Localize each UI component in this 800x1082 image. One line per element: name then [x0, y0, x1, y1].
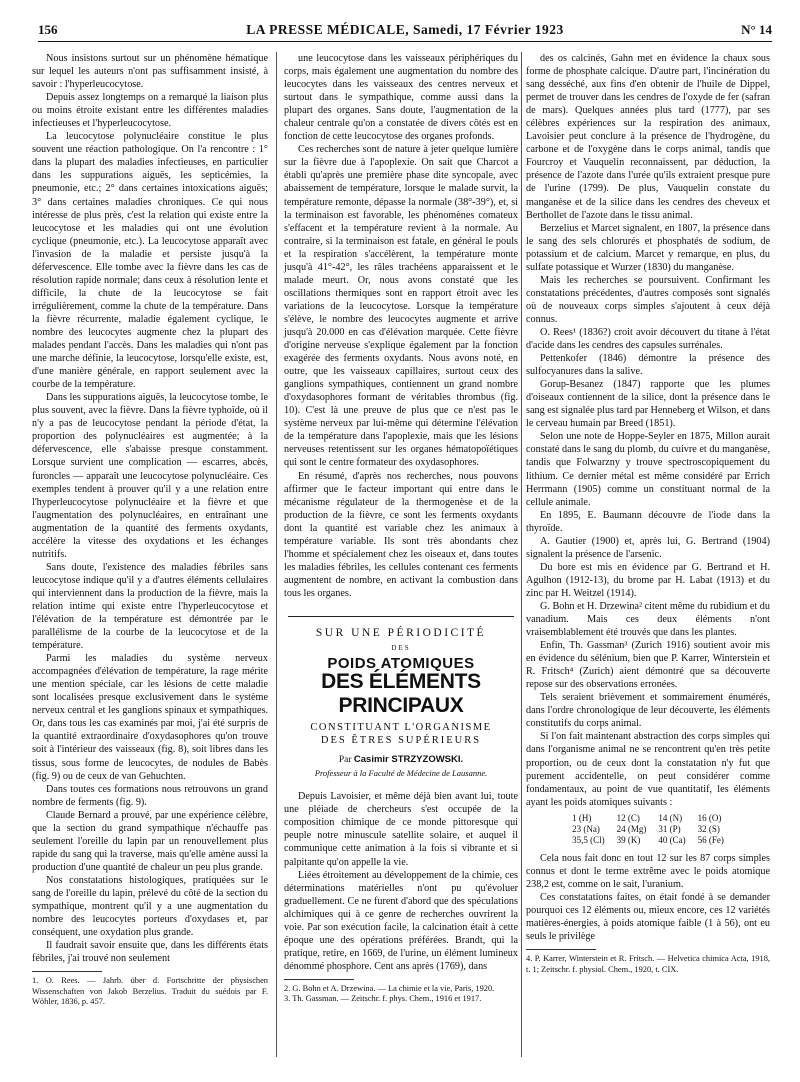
paragraph: Nous insistons surtout sur un phénomène hématique sur lequel les auteurs n'ont pas suffisamment insisté, à savoir : l'hyperleucocytose. [32, 53, 268, 91]
table-row [566, 835, 730, 846]
column-divider-2 [521, 52, 522, 1057]
footnote: 2. G. Bohn et A. Drzewina. — La chimie et la vie, Paris, 1920. [284, 983, 495, 993]
heading-line-poids: POIDS ATOMIQUES [327, 655, 475, 673]
table-cell: 56 (Fe) [697, 834, 724, 845]
footnote: 1. O. Rees. — Jahrb. über d. Fortschritte der physischen Wissenschaften von Jakob Berzelius. Traduit du suédois par F. Wöhler, 1836, p. 457. [32, 976, 268, 1007]
paragraph: Tels seraient brièvement et sommairement énumérés, dans l'ordre chronologique de leur découverte, les éléments constitutifs du corps animal. [526, 692, 770, 730]
table-row [566, 813, 730, 824]
heading-rule [288, 616, 514, 617]
paragraph: Ces recherches sont de nature à jeter quelque lumière sur la fièvre due à l'apoplexie. On sait que Charcot a établi qu'après une première phase dite syncopale, avec abaissement de température, lorsque le malade survit, la température remonte, dépasse la normale (38°-39°), et, si la terminaison est favorable, les phénomènes comateux s'effacent et la température revient à la normale. Au contraire, si la terminaison est fatale, en général le pouls et la respiration s'accélèrent, la température monte jusqu'à 41°-42°, les râles trachéens apparaissent et le malade meurt. Or, nous avons constaté que les oscillations thermiques sont en rapport étroit avec les variations de la leucocytose. Lorsque la température s'élève, le nombre des leucocytes augmente et arrive jusqu'à 20.000 en cas d'élévation marquée. Cette fièvre d'origine nerveuse s'explique également par la fonction exagérée des ferments oxydants. Nous avons noté, en outre, que les vaisseaux capillaires, surtout ceux des ganglions sympathiques, contiennent un grand nombre d'oxydasophores formant de véritables thrombus (fig. 10). C'est là une preuve de plus que ce n'est pas le système nerveux par lui-même qui détermine l'élévation de la température dans l'apoplexie, mais que les lésions nerveuses retentissent sur les organes hématopoïétiques qui sont le centre formateur des oxydasophores. [284, 144, 518, 469]
paragraph: A. Gautier (1900) et, après lui, G. Bertrand (1904) signalent la présence de l'arsenic. [526, 535, 770, 560]
footnote-rule [32, 971, 102, 972]
heading-line-constituant: CONSTITUANT L'ORGANISME [310, 722, 492, 734]
table-cell: 23 (Na) [572, 823, 600, 834]
header-rule [38, 41, 772, 42]
table-cell: 24 (Mg) [616, 823, 647, 834]
paragraph: Pettenkofer (1846) démontre la présence des sulfocyanures dans la salive. [526, 353, 770, 378]
paragraph: O. Rees¹ (1836?) croit avoir découvert du titane à l'état d'acide dans les cendres des capsules surrénales. [526, 326, 770, 352]
paragraph: Dans toutes ces formations nous retrouvons un grand nombre de ferments (fig. 9). [32, 783, 268, 808]
atomic-weights-table [566, 813, 730, 846]
paragraph: Ces constatations faites, on était fondé à se demander pourquoi ces 12 éléments ou, mieux encore, ces 12 variétés matières-énergies, à poids atomique faible (1 à 56), ont eu seuls le privilège [526, 891, 770, 942]
paragraph: Berzelius et Marcet signalent, en 1807, la présence dans le sang des sels chlorurés et phosphatés de sodium, de potassium et de calcium. Marcet y remarque, en plus, du sulfate potassique et Wurzer (1830) du manganèse. [526, 222, 770, 273]
paragraph: Enfin, Th. Gassman³ (Zurich 1916) soutient avoir mis en évidence du sélénium, bien que P. Karrer, Winterstein et R. Fritsch⁴ (Zurich) aient démontré que sa découverte repose sur des observations erronées. [526, 640, 770, 691]
paragraph: En résumé, d'après nos recherches, nous pouvons affirmer que le facteur important qui entre dans le mécanisme régulateur de la thermogenèse et de la production de la fièvre, ce sont les ferments oxydants dont la quantité est variable chez les animaux à température variable. Ils sont très abondants chez l'homme et spécialement chez les oiseaux et, dans toutes les maladies fébriles, les cellules contenant ces ferments augmentent de nombre, en activant la combustion dans tous les organes. [284, 470, 518, 599]
footnote: 3. Th. Gassman. — Zeitschr. f. phys. Chem., 1916 et 1917. [284, 994, 482, 1004]
footnote-rule [284, 979, 354, 980]
table-cell: 14 (N) [658, 812, 683, 823]
article-heading [284, 616, 518, 780]
paragraph: Gorup-Besanez (1847) rapporte que les plumes d'oiseaux contiennent de la silice, dont la présence dans le sang est signalée plus tard par Henneberg et Wilson, et dans le cerveau humain par Breed (1851). [526, 379, 770, 430]
paragraph: Liées étroitement au développement de la chimie, ces déterminations matérielles n'ont pu qu'évoluer graduellement. Ce ne furent d'abord que des spéculations alchimiques qui à ce genre de recherches ouvrirent la voie. Par son exécution facile, la calcination était à cette époque une des opérations préférées. Brandt, qui la pratique, retire, en 1669, de l'urine, un élément lumineux dénommé phosphore. Cent ans après (1769), dans [284, 869, 518, 972]
paragraph: une leucocytose dans les vaisseaux périphériques du corps, mais également une augmentation du nombre des leucocytes dans les vaisseaux des centres nerveux et surtout dans le sympathique, comme aussi dans la plupart des organes. Sans doute, l'augmentation de la chaleur centrale qu'on a constatée de divers côtés est en fonction de cette leucocytose des organes profonds. [284, 53, 518, 143]
paragraph: Si l'on fait maintenant abstraction des corps simples qui dans l'organisme animal ne se rencontrent qu'en très petite proportion, ou de ceux dont la constatation n'y fut que purement accidentelle, on peut considérer comme fondamentaux, au point de vue quantitatif, les éléments ayant les poids atomiques suivants : [526, 731, 770, 808]
paragraph: Cela nous fait donc en tout 12 sur les 87 corps simples connus et dont le terme extrême avec le poids atomique 238,2 est, comme on le sait, l'uranium. [526, 852, 770, 890]
footnote-rule [526, 949, 596, 950]
paragraph: Nos constatations histologiques, pratiquées sur le sang de l'oreille du lapin, prélevé du côté de la section du sympathique, montrent qu'il y a une augmentation du nombre des leucocytes porteurs d'oxydases et, par conséquent, une oxydation plus grande. [32, 874, 268, 939]
article-author [284, 753, 518, 767]
column-divider-1 [276, 52, 277, 1057]
table-cell: 32 (S) [697, 823, 720, 834]
table-row [566, 824, 730, 835]
paragraph: Du bore est mis en évidence par G. Bertrand et H. Agulhon (1912-13), du brome par H. Labat (1913) et du zinc par H. Weitzel (1914). [526, 561, 770, 599]
paragraph: Il faudrait savoir ensuite que, dans les différents états fébriles, j'ai trouvé non seulement [32, 940, 268, 965]
footnote: 4. P. Karrer, Winterstein et R. Fritsch. — Helvetica chimica Acta, 1918, t. 1; Zeitschr. f. physiol. Chem., 1920, t. CIX. [526, 954, 770, 974]
paragraph: Depuis Lavoisier, et même déjà bien avant lui, toute une pléiade de chercheurs s'est occupée de la composition chimique de ce monde pittoresque qui peuple notre minuscule satellite solaire, et auquel il communique cette animation à la fois si vibrante et si palpitante qu'on appelle la vie. [284, 791, 518, 868]
paragraph: La leucocytose polynucléaire constitue le plus souvent une réaction pathologique. On l'a rencontre : 1° dans la plupart des maladies infectieuses, en particulier dans les suppurations aiguës, les septicémies, la pneumonie, etc.; 2° dans certaines intoxications aiguës; 3° dans certaines maladies chroniques. Ce qui nous intéresse de plus près, c'est la relation qui existe entre la leucocytose et les maladies qui ont une évolution cyclique (pneumonie, etc.). La leucocytose apparaît avec l'invasion de la maladie et persiste jusqu'à la défervescence. Elle tombe avec la fièvre dans les cas de résolution rapide normale; dans ceux à résolution lente et difficile, la chute de la leucocytose se fait irrégulièrement, comme la chute de la température. Dans la fièvre récurrente, maladie également cyclique, le nombre des leucocytes augmente chez la plupart des malades pendant l'accès. Dans les maladies qui n'ont pas une marche définie, la leucocytose, lorsqu'elle existe, est, d'une manière générale, en rapport seulement avec la courbe de la température. [32, 131, 268, 391]
table-cell: 16 (O) [697, 812, 722, 823]
heading-line-des: DES [391, 644, 411, 653]
paragraph: Depuis assez longtemps on a remarqué la liaison plus ou moins étroite existant entre les différentes maladies infectieuses et l'hyperleucocytose. [32, 92, 268, 130]
table-cell: 35,5 (Cl) [572, 834, 605, 845]
table-cell: 12 (C) [616, 812, 640, 823]
paragraph: G. Bohn et H. Drzewina² citent même du rubidium et du vanadium. Mais ces deux éléments n'ont vraisemblablement été trouvés que dans les plantes. [526, 600, 770, 639]
table-cell: 31 (P) [658, 823, 681, 834]
paragraph: Mais les recherches se poursuivent. Confirmant les constatations précédentes, d'autres composés sont signalés où de nouveaux corps simples s'ajoutent à ceux déjà connus. [526, 274, 770, 325]
paragraph: des os calcinés, Gahn met en évidence la chaux sous forme de phosphate calcique. D'autre part, l'incinération du sang desséché, aux fins d'en obtenir de l'huile de Dippel, permet de trouver dans les cendres de l'oxyde de fer (safran de mars). Quelques années plus tard (1777), par ses célèbres expériences sur la respiration des animaux, Lavoisier peut conclure à la présence de l'hydrogène, du carbone et de l'oxygène dans le corps animal, tandis que Fourcroy et Vauquelin reconnaissent, par déduction, la présence de l'azote dans l'urée qu'ils extraient presque pure de l'urine (1799). De plus, Vauquelin constate du manganèse et de la silice dans les cendres des cheveux et Berthollet de l'azote dans le tissu animal. [526, 53, 770, 221]
page-header [38, 22, 772, 44]
issue-number: N° 14 [741, 22, 772, 37]
column-3 [526, 52, 770, 975]
page-number: 156 [38, 22, 58, 37]
paragraph: Sans doute, l'existence des maladies fébriles sans leucocytose indique qu'il y a d'autres éléments cellulaires qui interviennent dans la production de la fièvre, mais la relation intime qui existe entre l'hyperleucocytose et l'élévation de la température est démontrée par le parallélisme de la courbe de la leucocytose et de la température. [32, 561, 268, 652]
author-prefix: Par [338, 755, 352, 766]
column-2 [284, 52, 518, 1005]
table-cell: 39 (K) [616, 834, 641, 845]
paragraph: Selon une note de Hoppe-Seyler en 1875, Millon aurait constaté dans le sang du plomb, du cuivre et du manganèse, tandis que Folwarzny y trouve spectroscopiquement du lithium. Ce dernier métal est même considéré par Errich Herrmann (1905) comme un constituant normal de la cellule animale. [526, 431, 770, 508]
heading-line-sur: SUR UNE PÉRIODICITÉ [315, 626, 487, 639]
author-affiliation: Professeur à la Faculté de Médecine de Lausanne. [314, 768, 488, 779]
paragraph: Dans les suppurations aiguës, la leucocytose tombe, le plus souvent, avec la fièvre. Dans la fièvre typhoïde, où il n'y a pas de leucocytose pendant la période d'état, la proportion des polynucléaires est augmentée; à la défervescence, elle s'abaisse presque constamment. Lorsque survient une complication — escarres, abcès, furoncles — apparaît une leucocytose polynucléaire. Ces exemples tendent à prouver qu'il y a une relation entre l'hyperleucocytose polynucléaire et la fièvre et que l'augmentation des polynucléaires, en entraînant une augmentation de la quantité des ferments oxydants, accélère la vitesse des oxydations et les échanges nutritifs. [32, 392, 268, 560]
heading-line-elements: DES ÉLÉMENTS PRINCIPAUX [321, 670, 481, 718]
heading-line-etres: DES ÊTRES SUPÉRIEURS [320, 735, 482, 747]
column-1 [32, 52, 268, 1008]
paragraph: Claude Bernard a prouvé, par une expérience célèbre, que la section du grand sympathique n'échauffe pas seulement l'oreille du lapin par un renouvellement plus rapide du sang qui la traverse, mais qu'elle amène aussi la production d'une quantité de chaleur un peu plus grande. [32, 809, 268, 873]
paragraph: Parmi les maladies du système nerveux accompagnées d'élévation de température, la rage mérite une mention spéciale, car les lésions de cette maladie sont localisées presque exclusivement dans le système nerveux central et les ganglions spinaux et sympathiques. Or, dans tous les cas examinés par moi, j'ai été surpris de la quantité extraordinaire d'oxydasophores qu'on trouve soit à l'intérieur des vaisseaux (fig. 8), soit libres dans les tissus, sous forme de leucocytes, de nodules de Babès (fig. 9) ou de ceux de van Gehuchten. [32, 653, 268, 782]
journal-title: LA PRESSE MÉDICALE, Samedi, 17 Février 1923 [246, 22, 564, 37]
table-cell: 1 (H) [572, 812, 592, 823]
paragraph: En 1895, E. Baumann découvre de l'iode dans la thyroïde. [526, 509, 770, 534]
author-name: Casimir STRZYZOWSKI. [353, 754, 464, 766]
table-cell: 40 (Ca) [658, 834, 686, 845]
